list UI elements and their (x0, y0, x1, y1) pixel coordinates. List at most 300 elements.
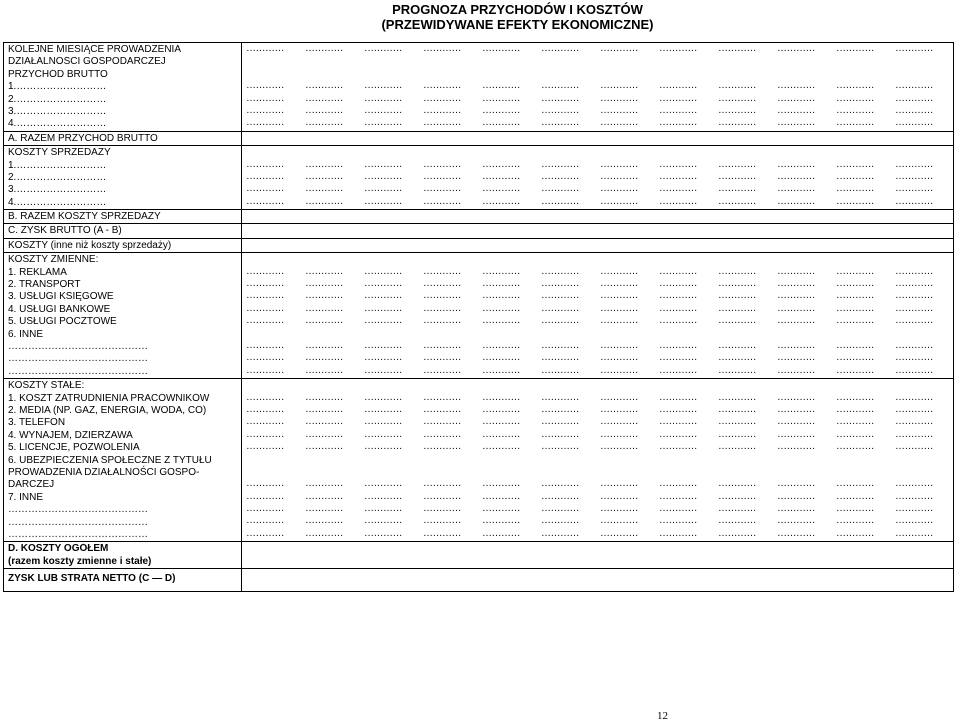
blank-line (482, 224, 536, 236)
value-placeholder: ………… (600, 92, 638, 104)
blank-line (305, 55, 359, 67)
value-placeholder: ………… (600, 43, 638, 54)
value-placeholder: ………… (659, 183, 697, 195)
month-column (364, 146, 418, 208)
blank-line (777, 569, 831, 581)
blank-line (836, 132, 890, 144)
blank-line (777, 542, 831, 554)
value-placeholder: ………… (600, 527, 638, 539)
value-placeholder: ………… (895, 302, 933, 314)
blank-line (246, 224, 300, 236)
value-placeholder: ………… (895, 117, 933, 129)
blank-line (659, 466, 713, 478)
month-column (836, 239, 890, 251)
value-placeholder: ………… (305, 441, 343, 453)
month-column (246, 132, 300, 144)
value-placeholder: ………… (895, 278, 933, 290)
value-placeholder: ………… (777, 416, 815, 428)
blank-line (836, 253, 890, 265)
month-column (305, 253, 359, 377)
value-placeholder: ………… (305, 515, 343, 527)
value-placeholder: ………… (423, 195, 461, 207)
blank-line (895, 379, 949, 391)
value-placeholder: ………… (364, 441, 402, 453)
value-placeholder: ………… (246, 503, 284, 515)
value-placeholder: ………… (423, 352, 461, 364)
blank-line (541, 328, 595, 340)
month-column (541, 146, 595, 208)
blank-line (541, 224, 595, 236)
value-placeholder: ………… (305, 158, 343, 170)
blank-line (895, 454, 949, 466)
blank-line (364, 569, 418, 581)
blank-line (600, 466, 654, 478)
blank-line (777, 379, 831, 391)
value-placeholder: ………… (423, 364, 461, 376)
month-column (246, 569, 300, 581)
value-placeholder: ………… (659, 441, 697, 453)
month-column (777, 224, 831, 236)
blank-line (659, 253, 713, 265)
blank-line (364, 210, 418, 222)
label-cell (4, 131, 242, 145)
month-column (246, 210, 300, 222)
row-label: 6. UBEZPIECZENIA SPOŁECZNE Z TYTUŁU PROWADZENIA DZIAŁALNOŚCI GOSPO-DARCZEJ (8, 454, 212, 491)
value-placeholder: ………… (836, 302, 874, 314)
value-placeholder: ………… (718, 527, 756, 539)
row-label: 2. MEDIA (NP. GAZ, ENERGIA, WODA, CO) (8, 404, 207, 416)
value-placeholder: ………… (836, 80, 874, 92)
value-placeholder: ………… (895, 490, 933, 502)
value-placeholder: ………… (305, 478, 343, 490)
label-cell (4, 210, 242, 224)
blank-line (246, 253, 300, 265)
value-placeholder: ………… (482, 428, 520, 440)
month-column (482, 239, 536, 251)
value-placeholder: ………… (777, 302, 815, 314)
blank-line (600, 328, 654, 340)
value-placeholder: ………… (541, 117, 579, 129)
value-placeholder: ………… (600, 441, 638, 453)
month-column (246, 542, 300, 567)
value-placeholder: ………… (836, 364, 874, 376)
value-placeholder: ………… (246, 364, 284, 376)
value-placeholder: ………… (423, 503, 461, 515)
blank-line (482, 569, 536, 581)
value-placeholder: ………… (364, 170, 402, 182)
blank-line (718, 224, 772, 236)
blank-line (895, 55, 949, 67)
value-placeholder: ………… (541, 278, 579, 290)
value-placeholder: ………… (659, 416, 697, 428)
value-placeholder: ………… (718, 170, 756, 182)
blank-line (482, 253, 536, 265)
value-placeholder: ………… (364, 302, 402, 314)
value-placeholder: ………… (305, 416, 343, 428)
value-placeholder: ………… (895, 104, 933, 116)
blank-line (777, 210, 831, 222)
value-placeholder: ………… (659, 92, 697, 104)
month-columns (242, 379, 953, 540)
value-placeholder: ………… (895, 195, 933, 207)
month-column (423, 224, 477, 236)
value-placeholder: ………… (246, 391, 284, 403)
value-placeholder: ………… (541, 80, 579, 92)
blank-line (305, 542, 359, 554)
blank-line (600, 224, 654, 236)
blank-line (895, 569, 949, 581)
value-placeholder: ………… (246, 403, 284, 415)
value-placeholder: ………… (659, 315, 697, 327)
month-column (777, 239, 831, 251)
row-label: 4.……………………… (8, 118, 107, 130)
value-placeholder: ………… (246, 352, 284, 364)
value-placeholder: ………… (482, 416, 520, 428)
value-placeholder: ………… (423, 416, 461, 428)
value-placeholder: ………… (305, 403, 343, 415)
value-placeholder: ………… (305, 265, 343, 277)
value-placeholder: ………… (777, 92, 815, 104)
blank-line (836, 466, 890, 478)
month-column (836, 542, 890, 567)
row-label: KOLEJNE MIESIĄCE PROWADZENIA (8, 44, 181, 55)
value-placeholder: ………… (423, 527, 461, 539)
month-column (305, 43, 359, 130)
blank-line (541, 253, 595, 265)
blank-line (305, 146, 359, 158)
month-column (600, 210, 654, 222)
value-placeholder: ………… (777, 104, 815, 116)
month-column (895, 224, 949, 236)
blank-line (482, 68, 536, 80)
value-placeholder: ………… (364, 265, 402, 277)
blank-line (600, 454, 654, 466)
value-placeholder: ………… (541, 43, 579, 54)
label-cell (4, 146, 242, 210)
value-placeholder: ………… (482, 92, 520, 104)
month-column (541, 253, 595, 377)
value-placeholder: ………… (364, 117, 402, 129)
month-column (895, 253, 949, 377)
values-cell (242, 131, 954, 145)
value-placeholder: ………… (659, 80, 697, 92)
blank-line (600, 253, 654, 265)
blank-line (246, 454, 300, 466)
value-placeholder: ………… (364, 478, 402, 490)
value-placeholder: ………… (482, 302, 520, 314)
value-placeholder: ………… (541, 428, 579, 440)
value-placeholder: ………… (246, 490, 284, 502)
value-placeholder: ………… (246, 290, 284, 302)
blank-line (895, 542, 949, 554)
row-label: …………………………………… (8, 353, 148, 365)
month-column (541, 210, 595, 222)
row-label: 2.……………………… (8, 93, 107, 105)
value-placeholder: ………… (659, 339, 697, 351)
blank-line (777, 239, 831, 251)
value-placeholder: ………… (482, 352, 520, 364)
month-column (836, 253, 890, 377)
month-column (600, 224, 654, 236)
value-placeholder: ………… (718, 195, 756, 207)
value-placeholder: ………… (364, 490, 402, 502)
value-placeholder: ………… (482, 315, 520, 327)
month-column (659, 224, 713, 236)
blank-line (718, 210, 772, 222)
value-placeholder: ………… (541, 315, 579, 327)
value-placeholder: ………… (659, 290, 697, 302)
page-number: 12 (657, 710, 668, 722)
row-label: DZIAŁALNOŚCI GOSPODARCZEJ (8, 56, 166, 68)
section-fixed-costs (4, 379, 954, 542)
value-placeholder: ………… (777, 490, 815, 502)
value-placeholder: ………… (305, 170, 343, 182)
month-columns (242, 569, 953, 581)
value-placeholder: ………… (659, 515, 697, 527)
value-placeholder: ………… (305, 315, 343, 327)
month-columns (242, 132, 953, 144)
value-placeholder: ………… (836, 352, 874, 364)
month-column (777, 569, 831, 581)
value-placeholder: ………… (246, 339, 284, 351)
value-placeholder: ………… (600, 391, 638, 403)
blank-line (600, 210, 654, 222)
blank-line (836, 239, 890, 251)
label-cell (4, 238, 242, 252)
month-column (541, 239, 595, 251)
value-placeholder: ………… (777, 117, 815, 129)
value-placeholder: ………… (541, 183, 579, 195)
value-placeholder: ………… (423, 515, 461, 527)
row-label: 2.……………………… (8, 171, 107, 183)
value-placeholder: ………… (895, 515, 933, 527)
value-placeholder: ………… (836, 478, 874, 490)
value-placeholder: ………… (777, 403, 815, 415)
value-placeholder: ………… (836, 290, 874, 302)
blank-line (659, 146, 713, 158)
month-column (600, 569, 654, 581)
value-placeholder: ………… (423, 278, 461, 290)
blank-line (482, 146, 536, 158)
month-column (305, 569, 359, 581)
row-label: ZYSK LUB STRATA NETTO (C — D) (8, 573, 176, 585)
value-placeholder: ………… (718, 183, 756, 195)
value-placeholder: ………… (600, 490, 638, 502)
value-placeholder: ………… (541, 490, 579, 502)
blank-line (836, 210, 890, 222)
value-placeholder: ………… (600, 352, 638, 364)
month-column (364, 210, 418, 222)
value-placeholder: ………… (246, 315, 284, 327)
blank-line (777, 253, 831, 265)
month-columns (242, 239, 953, 251)
value-placeholder: ………… (718, 302, 756, 314)
label-cell (4, 569, 242, 592)
value-placeholder: ………… (482, 478, 520, 490)
value-placeholder: ………… (600, 265, 638, 277)
value-placeholder: ………… (246, 428, 284, 440)
value-placeholder: ………… (718, 515, 756, 527)
value-placeholder: ………… (482, 80, 520, 92)
value-placeholder: ………… (659, 391, 697, 403)
value-placeholder: ………… (600, 364, 638, 376)
value-placeholder: ………… (541, 265, 579, 277)
blank-line (246, 569, 300, 581)
value-placeholder: ………… (423, 43, 461, 54)
row-label: …………………………………… (8, 528, 148, 540)
month-column (895, 132, 949, 144)
month-column (246, 239, 300, 251)
month-columns (242, 224, 953, 236)
blank-line (541, 55, 595, 67)
month-column (482, 253, 536, 377)
value-placeholder: ………… (777, 170, 815, 182)
month-column (659, 146, 713, 208)
value-placeholder: ………… (836, 428, 874, 440)
values-cell (242, 43, 954, 132)
row-label: KOSZTY (inne niż koszty sprzedaży) (8, 239, 172, 251)
value-placeholder: ………… (600, 403, 638, 415)
blank-line (541, 68, 595, 80)
value-placeholder: ………… (777, 515, 815, 527)
blank-line (718, 466, 772, 478)
month-column (600, 239, 654, 251)
blank-line (364, 224, 418, 236)
month-column (718, 253, 772, 377)
blank-line (895, 132, 949, 144)
month-column (718, 132, 772, 144)
month-column (777, 379, 831, 540)
value-placeholder: ………… (895, 290, 933, 302)
blank-line (246, 132, 300, 144)
value-placeholder: ………… (364, 352, 402, 364)
month-column (659, 43, 713, 130)
row-label: 3. USŁUGI KSIĘGOWE (8, 291, 114, 303)
value-placeholder: ………… (482, 183, 520, 195)
value-placeholder: ………… (364, 290, 402, 302)
blank-line (364, 146, 418, 158)
value-placeholder: ………… (541, 441, 579, 453)
blank-line (482, 132, 536, 144)
value-placeholder: ………… (600, 428, 638, 440)
value-placeholder: ………… (836, 339, 874, 351)
value-placeholder: ………… (895, 364, 933, 376)
value-placeholder: ………… (423, 80, 461, 92)
value-placeholder: ………… (836, 527, 874, 539)
value-placeholder: ………… (541, 158, 579, 170)
row-label: KOSZTY ZMIENNE: (8, 254, 99, 266)
blank-line (600, 569, 654, 581)
blank-line (718, 132, 772, 144)
value-placeholder: ………… (246, 265, 284, 277)
month-column (482, 542, 536, 567)
value-placeholder: ………… (364, 403, 402, 415)
value-placeholder: ………… (364, 104, 402, 116)
value-placeholder: ………… (364, 503, 402, 515)
blank-line (836, 569, 890, 581)
forecast-table (3, 42, 954, 592)
blank-line (364, 328, 418, 340)
value-placeholder: ………… (423, 391, 461, 403)
blank-line (895, 555, 949, 567)
value-placeholder: ………… (777, 364, 815, 376)
month-column (659, 210, 713, 222)
value-placeholder: ………… (895, 80, 933, 92)
value-placeholder: ………… (482, 117, 520, 129)
value-placeholder: ………… (541, 503, 579, 515)
values-cell (242, 224, 954, 238)
month-column (541, 224, 595, 236)
blank-line (777, 454, 831, 466)
blank-line (423, 569, 477, 581)
value-placeholder: ………… (305, 278, 343, 290)
value-placeholder: ………… (246, 278, 284, 290)
blank-line (659, 379, 713, 391)
value-placeholder: ………… (895, 265, 933, 277)
blank-line (305, 454, 359, 466)
title-line-2: (PRZEWIDYWANE EFEKTY EKONOMICZNE) (381, 17, 654, 32)
value-placeholder: ………… (895, 43, 933, 54)
value-placeholder: ………… (482, 441, 520, 453)
month-column (364, 542, 418, 567)
value-placeholder: ………… (659, 403, 697, 415)
value-placeholder: ………… (364, 527, 402, 539)
value-placeholder: ………… (895, 527, 933, 539)
month-column (718, 224, 772, 236)
value-placeholder: ………… (777, 265, 815, 277)
value-placeholder: ………… (600, 290, 638, 302)
month-column (305, 239, 359, 251)
value-placeholder: ………… (541, 515, 579, 527)
value-placeholder: ………… (482, 170, 520, 182)
blank-line (600, 68, 654, 80)
blank-line (895, 68, 949, 80)
value-placeholder: ………… (836, 315, 874, 327)
month-column (364, 569, 418, 581)
blank-line (600, 239, 654, 251)
section-revenue (4, 43, 954, 132)
month-column (482, 224, 536, 236)
value-placeholder: ………… (246, 183, 284, 195)
value-placeholder: ………… (423, 92, 461, 104)
value-placeholder: ………… (836, 278, 874, 290)
value-placeholder: ………… (423, 290, 461, 302)
blank-line (659, 542, 713, 554)
month-columns (242, 253, 953, 377)
value-placeholder: ………… (600, 302, 638, 314)
value-placeholder: ………… (718, 43, 756, 54)
value-placeholder: ………… (600, 278, 638, 290)
blank-line (246, 379, 300, 391)
month-column (423, 43, 477, 130)
row-label: 5. USŁUGI POCZTOWE (8, 316, 117, 328)
blank-line (423, 146, 477, 158)
month-column (305, 210, 359, 222)
value-placeholder: ………… (541, 391, 579, 403)
value-placeholder: ………… (482, 158, 520, 170)
blank-line (482, 454, 536, 466)
section-other-costs (4, 238, 954, 252)
month-column (600, 132, 654, 144)
month-column (836, 210, 890, 222)
month-column (246, 379, 300, 540)
blank-line (305, 210, 359, 222)
value-placeholder: ………… (305, 503, 343, 515)
blank-line (364, 555, 418, 567)
value-placeholder: ………… (836, 170, 874, 182)
month-column (895, 379, 949, 540)
blank-line (541, 210, 595, 222)
